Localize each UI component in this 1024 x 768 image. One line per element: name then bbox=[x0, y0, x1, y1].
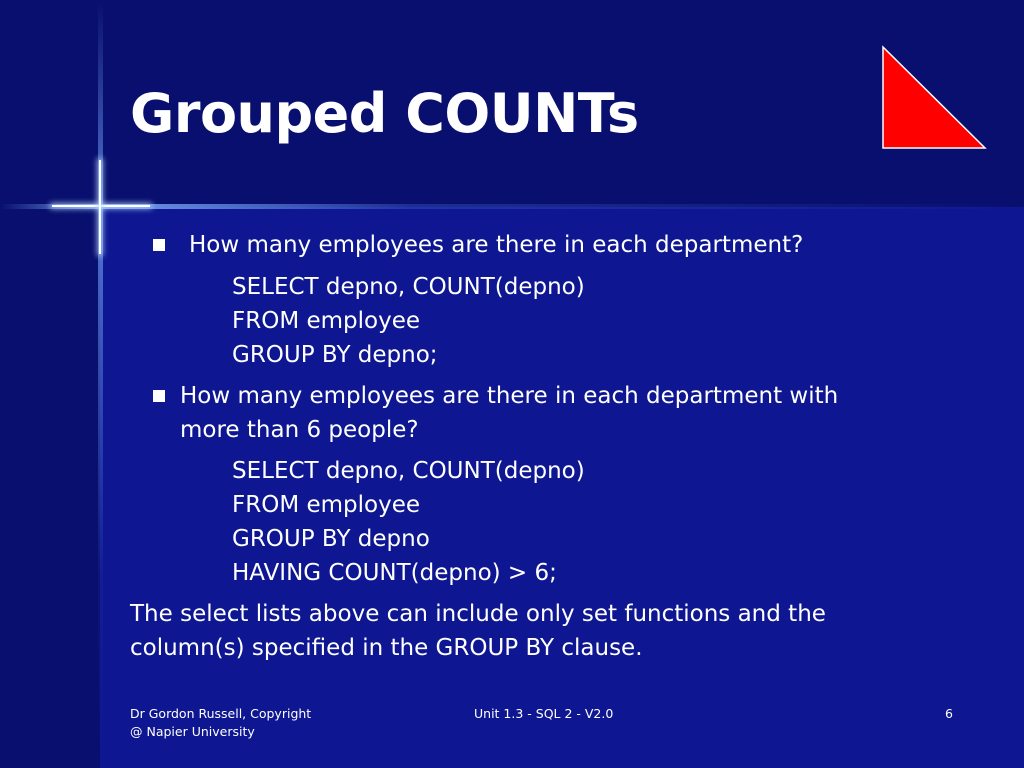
code-line: FROM employee bbox=[232, 308, 420, 334]
left-band bbox=[0, 0, 100, 768]
bullet-square-icon bbox=[153, 390, 165, 402]
red-triangle-icon bbox=[880, 45, 988, 151]
sparkle-horizontal bbox=[52, 205, 150, 207]
footer-unit: Unit 1.3 - SQL 2 - V2.0 bbox=[474, 706, 614, 721]
bullet-square-icon bbox=[153, 239, 165, 251]
footer-author: Dr Gordon Russell, Copyright bbox=[130, 706, 312, 721]
code-line: GROUP BY depno bbox=[232, 526, 430, 552]
note-text: column(s) specified in the GROUP BY clause. bbox=[130, 635, 643, 661]
bullet-question: How many employees are there in each department? bbox=[189, 232, 804, 258]
slide-title: Grouped COUNTs bbox=[130, 82, 639, 145]
code-line: FROM employee bbox=[232, 492, 420, 518]
code-line: HAVING COUNT(depno) > 6; bbox=[232, 560, 557, 586]
sparkle-vertical bbox=[99, 160, 101, 254]
code-line: SELECT depno, COUNT(depno) bbox=[232, 458, 585, 484]
code-line: SELECT depno, COUNT(depno) bbox=[232, 274, 585, 300]
code-line: GROUP BY depno; bbox=[232, 342, 438, 368]
bullet-question: more than 6 people? bbox=[180, 417, 419, 443]
page-number: 6 bbox=[945, 706, 953, 721]
note-text: The select lists above can include only set functions and the bbox=[130, 601, 826, 627]
horizontal-glow-line bbox=[0, 204, 1024, 209]
footer-institution: @ Napier University bbox=[130, 724, 255, 739]
bullet-question: How many employees are there in each department with bbox=[180, 383, 839, 409]
vertical-glow-line bbox=[98, 0, 103, 768]
